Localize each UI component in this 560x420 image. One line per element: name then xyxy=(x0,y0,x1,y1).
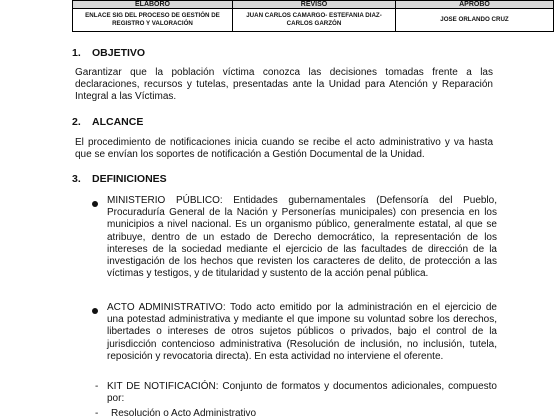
section-objetivo-heading xyxy=(72,47,145,59)
definition-text: Conjunto de formatos y documentos adicionales, compuesto por: xyxy=(107,381,497,405)
header-elaboro: ELABORÓ xyxy=(73,1,233,9)
kit-item: Resolución o Acto Administrativo xyxy=(111,408,257,419)
cell-elaboro: ENLACE SIG DEL PROCESO DE GESTIÓN DE REGISTRO Y VALORACIÓN xyxy=(73,9,233,32)
definition-term: KIT DE NOTIFICACIÓN: xyxy=(107,381,219,392)
section-number: 3. xyxy=(72,173,81,185)
section-title: ALCANCE xyxy=(92,116,144,128)
dash-marker: - xyxy=(95,381,99,392)
header-aprobo: APROBÓ xyxy=(396,1,554,9)
definition-text: Todo acto emitido por la administración en el ejercicio de una potestad administrativa y mediante el que impone su voluntad sobre los derechos, libertades o intereses de otros sujetos públicos o privados, bajo el control de la jurisdicción contencioso administrativa (Resolución de inclusión, no inclusión, tutela, reposición y revocatoria directa). En esta actividad no interviene el oferente. xyxy=(107,302,497,362)
signature-table xyxy=(72,0,554,32)
section-number: 2. xyxy=(72,116,81,128)
definition-ministerio-publico xyxy=(107,195,497,280)
bullet-icon xyxy=(92,201,98,207)
definition-kit-notificacion xyxy=(107,381,497,405)
header-reviso: REVISÓ xyxy=(233,1,396,9)
definition-text: Entidades gubernamentales (Defensoría del Pueblo, Procuraduría General de la Nación y Personerías municipales) con presencia en los municipios a nivel nacional. Es un organismo público, generalmente estatal, al que se atribuye, dentro de un estado de Derecho democrático, la representación de los intereses de la sociedad mediante el ejercicio de las facultades de dirección de la investigación de los hechos que revisten los caracteres de delito, de protección a las víctimas y testigos, y de titularidad y sustento de la acción penal pública. xyxy=(107,195,497,280)
bullet-icon xyxy=(92,308,98,314)
alcance-text: El procedimiento de notificaciones inicia cuando se recibe el acto administrativo y va hasta que se envían los soportes de notificación a Gestión Documental de la Unidad. xyxy=(75,137,493,161)
dash-marker: - xyxy=(95,408,99,419)
section-alcance-heading xyxy=(72,116,143,128)
objetivo-text: Garantizar que la población víctima conozca las decisiones tomadas frente a las declaraciones, recursos y tutelas, presentadas ante la Unidad para Atención y Reparación Integral a las Víctimas. xyxy=(75,67,493,103)
section-title: OBJETIVO xyxy=(92,47,146,59)
cell-aprobo: JOSE ORLANDO CRUZ xyxy=(396,9,554,32)
cell-reviso: JUAN CARLOS CAMARGO- ESTEFANIA DIAZ- CARLOS GARZÓN xyxy=(233,9,396,32)
definition-term: ACTO ADMINISTRATIVO: xyxy=(107,302,226,313)
section-title: DEFINICIONES xyxy=(92,173,167,185)
section-definiciones-heading xyxy=(72,173,167,185)
definition-term: MINISTERIO PÚBLICO: xyxy=(107,195,223,206)
definition-acto-administrativo xyxy=(107,302,497,363)
section-number: 1. xyxy=(72,47,81,59)
